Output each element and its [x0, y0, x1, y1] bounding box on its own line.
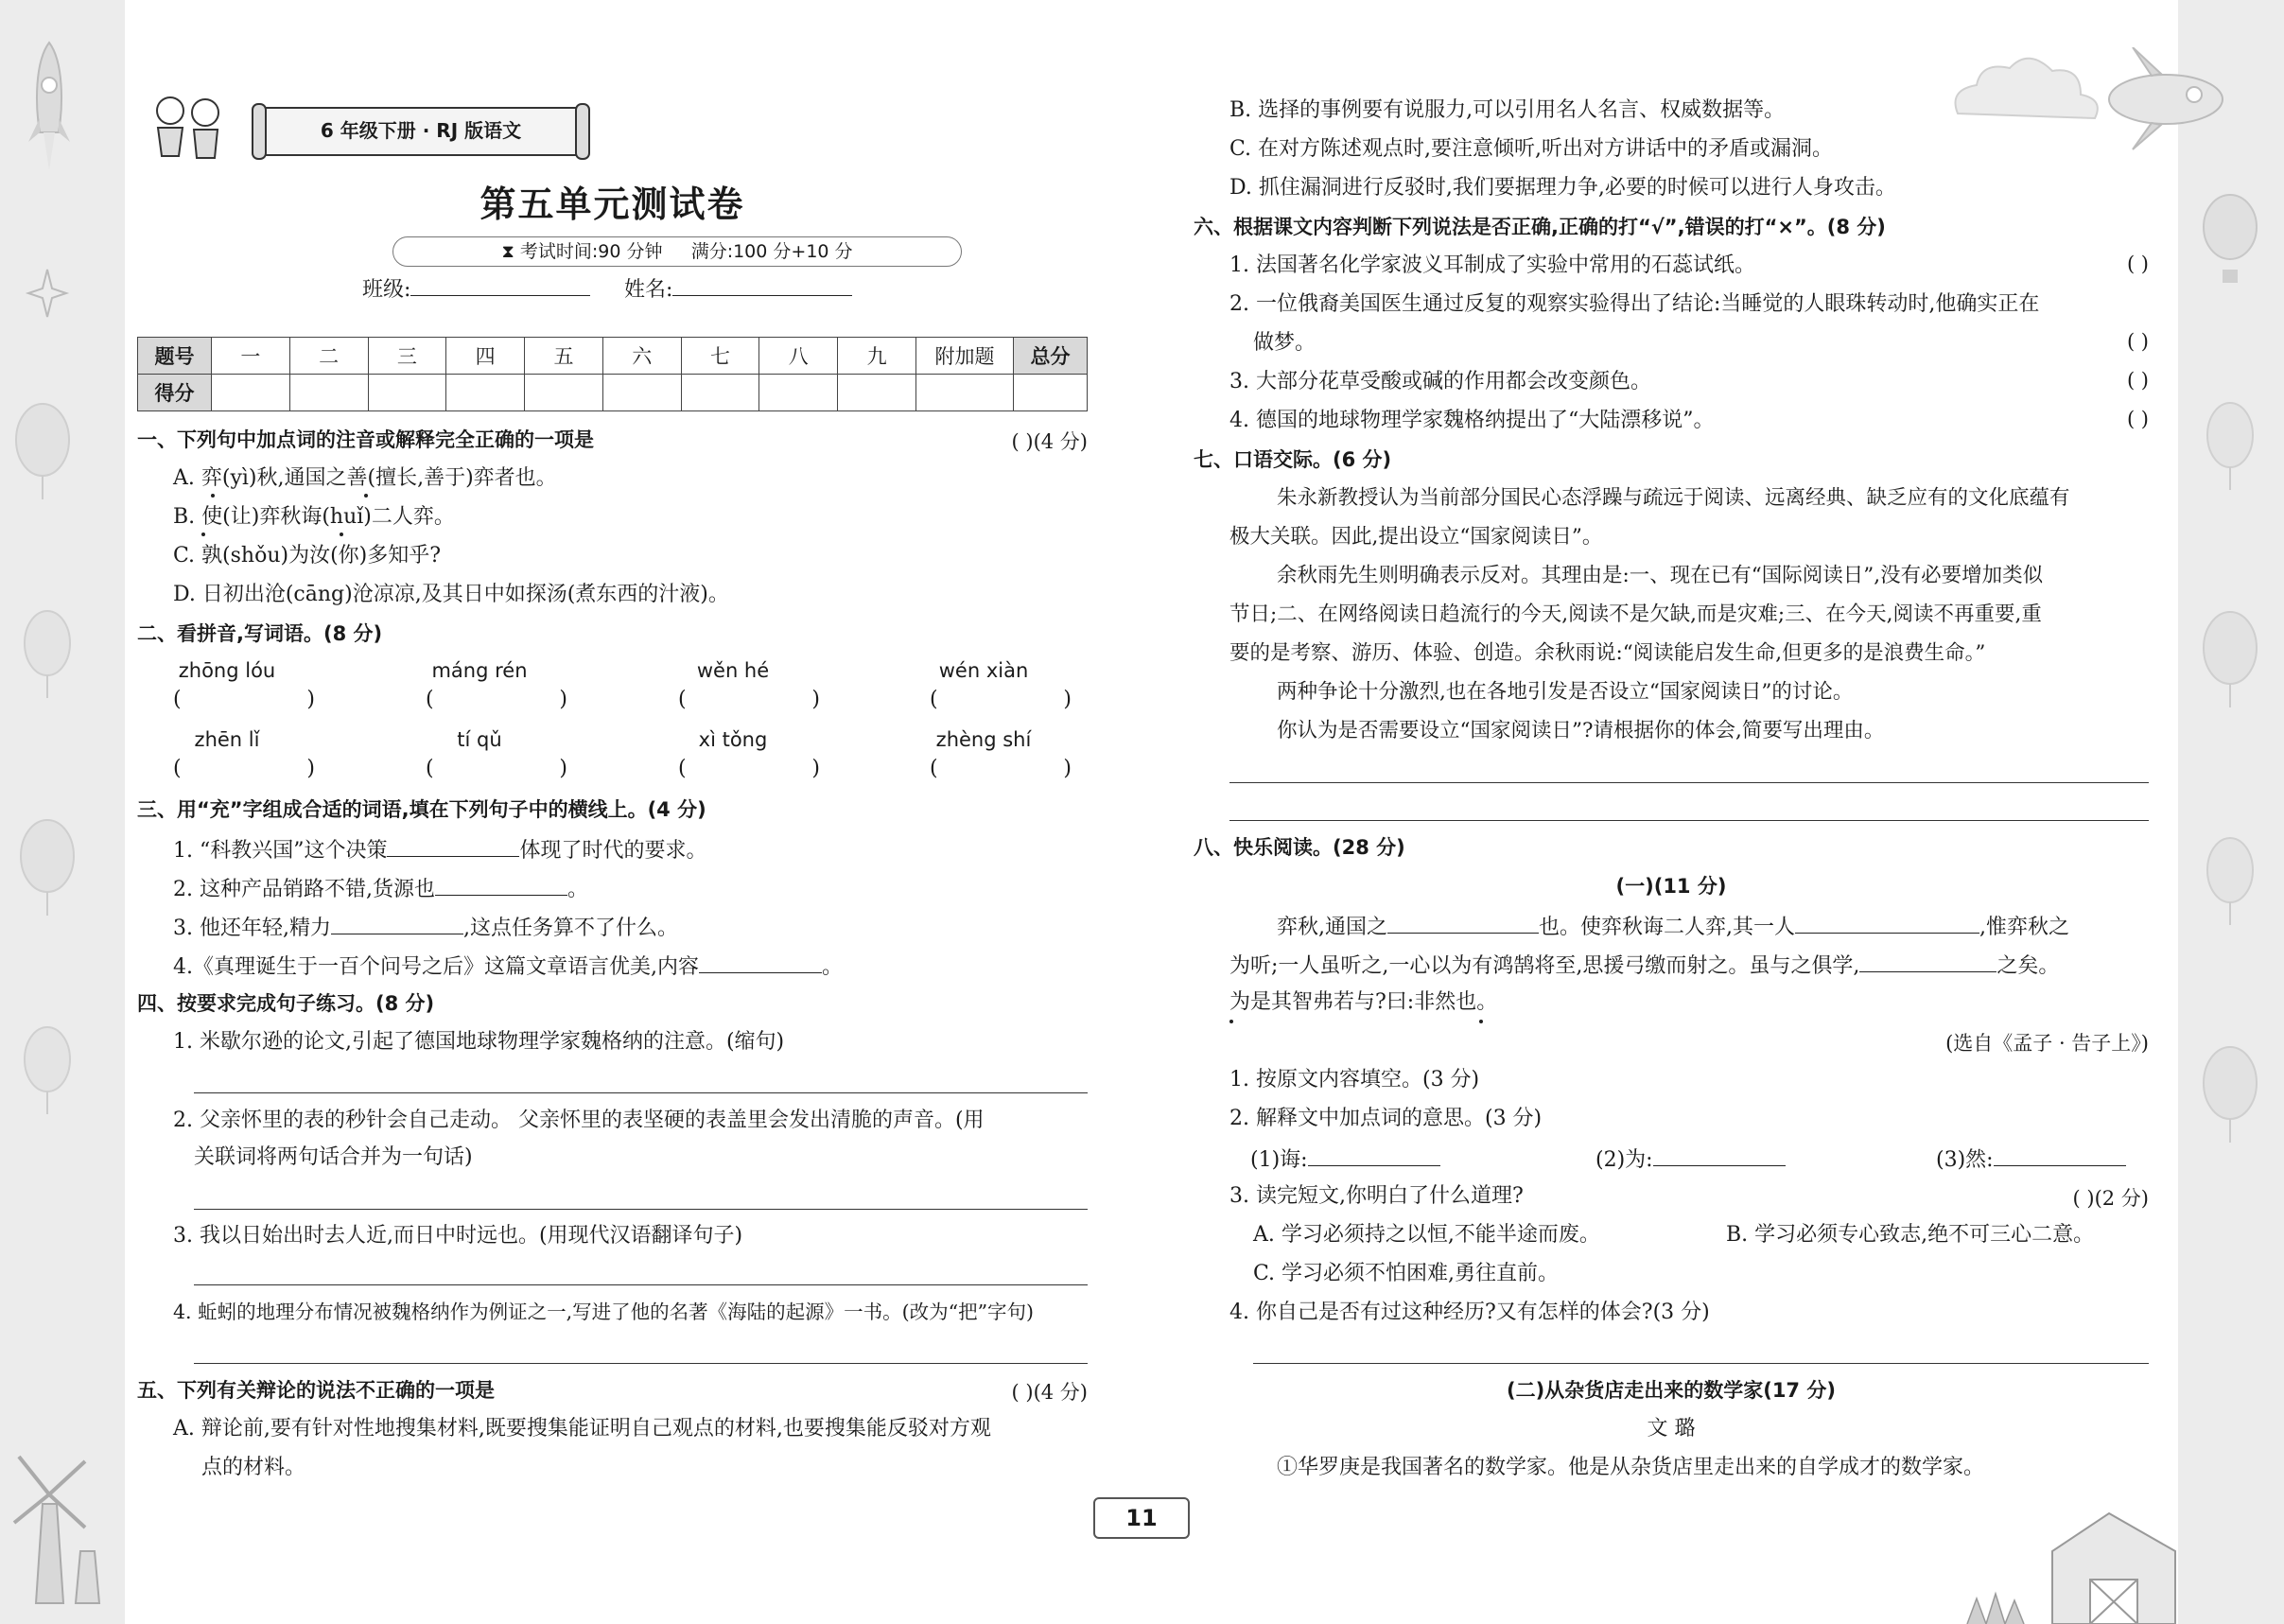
- article-para-1: ①华罗庚是我国著名的数学家。他是从杂货店里走出来的自学成才的数学家。: [1277, 1456, 1985, 1479]
- article-author: 文 璐: [1647, 1417, 1696, 1441]
- score-cell[interactable]: [525, 375, 603, 411]
- answer-line[interactable]: [194, 1363, 1088, 1364]
- q1-points[interactable]: ( )(4 分): [1011, 430, 1088, 453]
- q7-heading: 七、口语交际。(6 分): [1194, 448, 1392, 471]
- q4-item-2-cont: 关联词将两句话合并为一句话): [194, 1145, 473, 1169]
- q8-sub2-title: (二)从杂货店走出来的数学家(17 分): [1507, 1379, 1836, 1402]
- emphasis-dot: [1479, 1020, 1483, 1023]
- score-col: 六: [602, 338, 681, 375]
- q4-heading: 四、按要求完成句子练习。(8 分): [137, 992, 435, 1015]
- q7-para: 要的是考察、游历、体验、创造。余秋雨说:“阅读能启发生命,但更多的是浪费生命。”: [1229, 641, 1986, 665]
- classical-text-line-1[interactable]: 弈秋,通国之 也。使弈秋诲二人弈,其一人 ,惟弈秋之: [1277, 912, 2069, 941]
- pinyin: zhēn lǐ: [194, 728, 260, 751]
- q1-option-a[interactable]: A. 弈(yì)秋,通国之善(擅长,善于)弈者也。: [173, 466, 557, 490]
- score-cell[interactable]: [681, 375, 759, 411]
- q7-para: 余秋雨先生则明确表示反对。其理由是:一、现在已有“国际阅读日”,没有必要增加类似: [1277, 564, 2044, 587]
- children-illustration-icon: [137, 90, 241, 166]
- answer-line[interactable]: [194, 1092, 1088, 1093]
- q7-para: 节日;二、在网络阅读日趋流行的今天,阅读不是欠缺,而是灾难;三、在今天,阅读不再重要,重: [1229, 602, 2042, 626]
- answer-paren[interactable]: ( ): [426, 688, 567, 711]
- q5-option-b[interactable]: B. 选择的事例要有说服力,可以引用名人名言、权威数据等。: [1229, 98, 1786, 122]
- answer-paren[interactable]: ( ): [678, 757, 820, 780]
- grade-scroll-banner: [251, 102, 591, 161]
- q8-source: (选自《孟子 · 告子上》): [1945, 1032, 2149, 1055]
- q1-option-b[interactable]: B. 使(让)弈秋诲(huǐ)二人弈。: [173, 505, 455, 529]
- q5-option-c[interactable]: C. 在对方陈述观点时,要注意倾听,听出对方讲话中的矛盾或漏洞。: [1229, 137, 1834, 161]
- emphasis-dot: [1229, 1020, 1233, 1023]
- q8-q3: 3. 读完短文,你明白了什么道理?: [1229, 1184, 1524, 1208]
- score-cell[interactable]: [602, 375, 681, 411]
- page-number: 11: [1093, 1497, 1190, 1539]
- pinyin: máng rén: [431, 659, 528, 682]
- balloon-icon: [2202, 832, 2258, 927]
- answer-paren[interactable]: ( ): [173, 757, 315, 780]
- emphasis-dot: [340, 533, 343, 536]
- score-total-header: 总分: [1014, 338, 1088, 375]
- answer-line[interactable]: [1229, 782, 2149, 783]
- answer-paren[interactable]: ( ): [173, 688, 315, 711]
- score-col: 一: [212, 338, 290, 375]
- score-col: 二: [289, 338, 368, 375]
- score-table: [137, 337, 1088, 411]
- q8-q3-option-c[interactable]: C. 学习必须不怕困难,勇往直前。: [1253, 1262, 1560, 1285]
- q2-heading: 二、看拼音,写词语。(8 分): [137, 622, 383, 645]
- answer-line[interactable]: [1253, 1363, 2149, 1364]
- score-table-header: 题号: [138, 338, 212, 375]
- q8-heading: 八、快乐阅读。(28 分): [1194, 836, 1405, 859]
- q6-answer-paren[interactable]: ( ): [2126, 330, 2149, 353]
- score-cell[interactable]: [1014, 375, 1088, 411]
- balloon-icon: [9, 397, 76, 501]
- hourglass-icon: ⧗: [501, 241, 514, 262]
- score-cell[interactable]: [212, 375, 290, 411]
- full-score: 满分:100 分+10 分: [690, 241, 853, 262]
- balloon-icon: [2197, 1040, 2263, 1144]
- explain-3[interactable]: (3)然:: [1936, 1144, 2126, 1174]
- airplane-icon: [2095, 47, 2237, 151]
- q8-q3-option-a[interactable]: A. 学习必须持之以恒,不能半途而废。: [1253, 1223, 1600, 1247]
- answer-line[interactable]: [194, 1209, 1088, 1210]
- q5-option-a-cont: 点的材料。: [201, 1456, 306, 1479]
- left-decorative-band: [0, 0, 125, 1624]
- q7-prompt: 你认为是否需要设立“国家阅读日”?请根据你的体会,简要写出理由。: [1277, 719, 1885, 742]
- sparkle-icon: [24, 265, 71, 322]
- emphasis-dot: [364, 494, 368, 498]
- q6-heading: 六、根据课文内容判断下列说法是否正确,正确的打“√”,错误的打“×”。(8 分): [1194, 216, 1886, 238]
- balloon-icon: [14, 813, 80, 917]
- emphasis-dot: [201, 533, 205, 536]
- rocket-icon: [21, 38, 78, 180]
- q6-item-3: 3. 大部分花草受酸或碱的作用都会改变颜色。: [1229, 370, 1651, 393]
- score-cell[interactable]: [368, 375, 446, 411]
- class-field[interactable]: 班级:: [362, 274, 590, 304]
- emphasis-dot: [211, 494, 215, 498]
- q6-item-2: 2. 一位俄裔美国医生通过反复的观察实验得出了结论:当睡觉的人眼珠转动时,他确实正在: [1229, 292, 2040, 316]
- q8-q1: 1. 按原文内容填空。(3 分): [1229, 1068, 1480, 1091]
- q5-option-d[interactable]: D. 抓住漏洞进行反驳时,我们要据理力争,必要的时候可以进行人身攻击。: [1229, 176, 1896, 200]
- q6-item-1: 1. 法国著名化学家波义耳制成了实验中常用的石蕊试纸。: [1229, 253, 1755, 277]
- q4-item-4: 4. 蚯蚓的地理分布情况被魏格纳作为例证之一,写进了他的名著《海陆的起源》一书。(改为“把”字句): [173, 1301, 1035, 1323]
- pinyin: zhèng shí: [935, 728, 1032, 751]
- q3-item-1[interactable]: 1. “科教兴国”这个决策 体现了时代的要求。: [173, 835, 707, 864]
- q8-q3-option-b[interactable]: B. 学习必须专心致志,绝不可三心二意。: [1726, 1223, 2095, 1247]
- q8-q4: 4. 你自己是否有过这种经历?又有怎样的体会?(3 分): [1229, 1301, 1710, 1324]
- score-col: 四: [446, 338, 525, 375]
- answer-line[interactable]: [194, 1284, 1088, 1285]
- score-cell[interactable]: [759, 375, 838, 411]
- grade-label: 6 年级下册 · RJ 版语文: [320, 119, 522, 142]
- explain-1[interactable]: (1)诲:: [1250, 1144, 1440, 1174]
- exam-time: 考试时间:90 分钟: [519, 241, 663, 262]
- score-row-label: 得分: [138, 375, 212, 411]
- score-col: 三: [368, 338, 446, 375]
- score-col: 八: [759, 338, 838, 375]
- pinyin: wěn hé: [696, 659, 770, 682]
- q1-option-d[interactable]: D. 日初出沧(cāng)沧凉凉,及其日中如探汤(煮东西的汁液)。: [173, 583, 729, 606]
- q6-item-4: 4. 德国的地球物理学家魏格纳提出了“大陆漂移说”。: [1229, 409, 1715, 432]
- hot-air-balloon-icon: [2197, 189, 2263, 293]
- score-col: 七: [681, 338, 759, 375]
- score-cell[interactable]: [916, 375, 1014, 411]
- answer-paren[interactable]: ( ): [930, 757, 1072, 780]
- score-cell[interactable]: [838, 375, 916, 411]
- balloon-icon: [2202, 397, 2258, 492]
- pinyin: tí qǔ: [457, 728, 502, 751]
- q3-item-2[interactable]: 2. 这种产品销路不错,货源也 。: [173, 874, 588, 903]
- q7-para: 朱永新教授认为当前部分国民心态浮躁与疏远于阅读、远离经典、缺乏应有的文化底蕴有: [1277, 486, 2070, 510]
- q1-option-c[interactable]: C. 孰(shǒu)为汝(你)多知乎?: [173, 544, 442, 568]
- q4-item-1: 1. 米歇尔逊的论文,引起了德国地球物理学家魏格纳的注意。(缩句): [173, 1030, 785, 1054]
- q5-points[interactable]: ( )(4 分): [1011, 1381, 1088, 1404]
- q6-answer-paren[interactable]: ( ): [2126, 369, 2149, 392]
- right-decorative-band: [2178, 0, 2284, 1624]
- q8-q2: 2. 解释文中加点词的意思。(3 分): [1229, 1107, 1543, 1130]
- classical-text-line-3: 为是其智弗若与?曰:非然也。: [1229, 990, 1498, 1014]
- q7-para: 极大关联。因此,提出设立“国家阅读日”。: [1229, 525, 1603, 549]
- q8-q3-points[interactable]: ( )(2 分): [2072, 1187, 2149, 1210]
- barn-icon: [1958, 1494, 2185, 1624]
- q4-item-3: 3. 我以日始出时去人近,而日中时远也。(用现代汉语翻译句子): [173, 1224, 743, 1248]
- answer-paren[interactable]: ( ): [678, 688, 820, 711]
- q8-sub1-title: (一)(11 分): [1615, 875, 1727, 898]
- q7-para: 两种争论十分激烈,也在各地引发是否设立“国家阅读日”的讨论。: [1277, 680, 1854, 704]
- page-title: 第五单元测试卷: [479, 183, 745, 225]
- q1-heading: 一、下列句中加点词的注音或解释完全正确的一项是: [137, 428, 594, 451]
- pinyin: wén xiàn: [938, 659, 1029, 682]
- name-field[interactable]: 姓名:: [624, 274, 852, 304]
- score-cell[interactable]: [289, 375, 368, 411]
- q6-answer-paren[interactable]: ( ): [2126, 408, 2149, 430]
- q5-heading: 五、下列有关辩论的说法不正确的一项是: [137, 1379, 495, 1402]
- balloon-icon: [19, 1022, 76, 1116]
- exam-meta-pill: [392, 236, 962, 267]
- score-col: 附加题: [916, 338, 1014, 375]
- q3-heading: 三、用“充”字组成合适的词语,填在下列句子中的横线上。(4 分): [137, 798, 706, 821]
- q6-item-2-cont: 做梦。: [1253, 331, 1316, 355]
- q5-option-a[interactable]: A. 辩论前,要有针对性地搜集材料,既要搜集能证明自己观点的材料,也要搜集能反驳对方观: [173, 1417, 991, 1441]
- answer-line[interactable]: [1229, 820, 2149, 821]
- explain-2[interactable]: (2)为:: [1595, 1144, 1786, 1174]
- pinyin: xì tǒng: [698, 728, 768, 751]
- balloon-icon: [19, 605, 76, 700]
- q4-item-2: 2. 父亲怀里的表的秒针会自己走动。 父亲怀里的表坚硬的表盖里会发出清脆的声音。(用: [173, 1109, 985, 1132]
- q6-answer-paren[interactable]: ( ): [2126, 253, 2149, 275]
- answer-paren[interactable]: ( ): [426, 757, 567, 780]
- score-col: 五: [525, 338, 603, 375]
- classical-text-line-2[interactable]: 为听;一人虽听之,一心以为有鸿鹄将至,思援弓缴而射之。虽与之俱学, 之矣。: [1229, 951, 2059, 980]
- answer-paren[interactable]: ( ): [930, 688, 1072, 711]
- balloon-icon: [2197, 605, 2263, 709]
- score-col: 九: [838, 338, 916, 375]
- windmill-icon: [5, 1438, 118, 1608]
- q3-item-4[interactable]: 4.《真理诞生于一百个问号之后》这篇文章语言优美,内容 。: [173, 952, 843, 981]
- score-cell[interactable]: [446, 375, 525, 411]
- q3-item-3[interactable]: 3. 他还年轻,精力 ,这点任务算不了什么。: [173, 913, 678, 942]
- pinyin: zhōng lóu: [178, 659, 276, 682]
